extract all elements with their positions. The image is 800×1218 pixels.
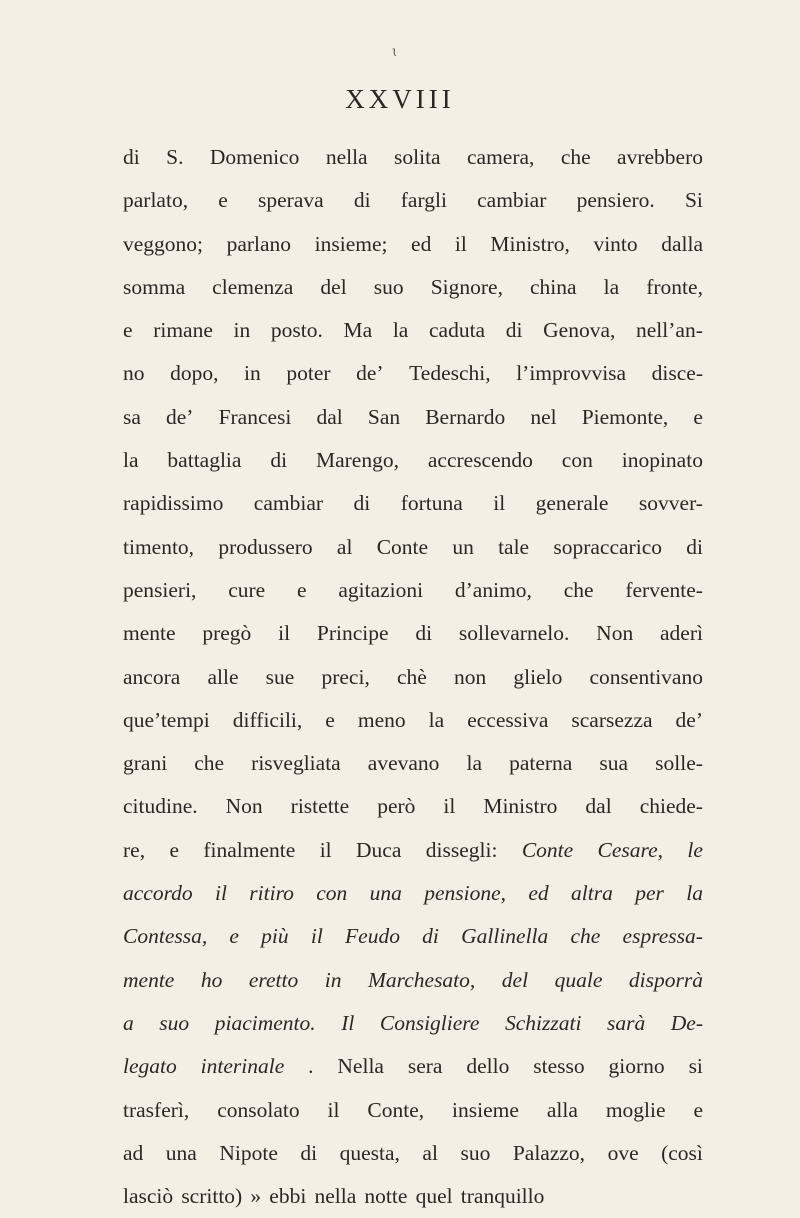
word: disce- [651,361,703,386]
word: cambiar [477,188,547,213]
word: nel [530,404,557,429]
word: di [422,924,439,949]
word: » [250,1184,262,1209]
word: sa [123,404,141,429]
word: suo [159,1010,190,1035]
word: poter [286,361,331,386]
word: fronte, [646,274,703,299]
word: piacimento. [214,1010,316,1035]
word: espressa- [622,924,703,949]
word: difficili, [232,707,303,732]
word: risvegliata [251,751,341,776]
word: disporrà [628,967,703,992]
word: accrescendo [427,448,533,473]
word: il [319,837,332,862]
word: ove [607,1140,639,1165]
word: de’ [166,404,194,429]
word: ho [200,967,223,992]
word: Principe [316,621,389,646]
word: chiede- [639,794,703,819]
word: preci, [321,664,370,689]
word: . [308,1054,314,1079]
word: Duca [356,837,402,862]
word: china [530,274,577,299]
word: re, [123,837,146,862]
word: una [165,1140,197,1165]
word: rimane [153,318,213,343]
word: avevano [367,751,440,776]
word: d’animo, [454,577,532,602]
word: dalla [661,231,703,256]
word: che [194,751,225,776]
word: sera [407,1054,443,1079]
word: ed [411,231,432,256]
word: dal [316,404,343,429]
word: stesso [533,1054,585,1079]
word: pensione, [424,881,507,906]
body-text [123,136,703,1218]
text-line [123,1002,703,1045]
word: di [270,448,288,473]
word: finalmente [203,837,296,862]
word: cure [228,577,266,602]
word: dello [466,1054,510,1079]
text-line [123,1175,703,1218]
word: De- [670,1010,703,1035]
word: questa, [339,1140,400,1165]
word: pensiero. [576,188,655,213]
word: nella [325,145,368,169]
word: eccessiva [467,707,549,732]
word: produssero [218,534,313,559]
word: mente [123,967,175,992]
text-line [123,699,703,742]
text-line [123,872,703,915]
word: e [325,707,335,732]
word: sopraccarico [553,534,662,559]
text-line [123,266,703,309]
word: ed [528,881,549,906]
word: Francesi [218,404,292,429]
word: Conte [376,534,429,559]
word: Si [684,188,703,213]
text-line [123,396,703,439]
word: però [377,794,416,819]
page-mark: ɩ [392,44,398,60]
word: sollevarnelo. [458,621,570,646]
page-number: XXVIII [345,84,455,114]
word: l’improvvisa [516,361,627,386]
word: e [218,188,228,213]
word: con [561,448,593,473]
word: chè [396,664,427,689]
word: Tedeschi, [409,361,491,386]
word: che [563,577,594,602]
text-line [123,656,703,699]
word: meno [357,707,406,732]
word: parlato, [123,188,189,213]
word: paterna [509,751,573,776]
word: quale [554,967,603,992]
word: quel [415,1184,453,1209]
text-line [123,1045,703,1088]
word: e [297,577,307,602]
word: Contessa, [123,924,208,949]
word: interinale [200,1054,285,1079]
word: il [443,794,456,819]
word: cambiar [253,491,324,516]
text-line [123,482,703,525]
word: Gallinella [461,924,549,949]
word: sue [265,664,295,689]
word: la [123,448,139,473]
word: solle- [655,751,703,776]
word: nella [314,1184,357,1209]
word: Ma [343,318,373,343]
text-line [123,785,703,828]
word: Conte, [367,1097,425,1122]
word: Ministro, [490,231,570,256]
word: alla [546,1097,578,1122]
word: una [369,881,402,906]
word: altra [571,881,613,906]
word: inopinato [621,448,703,473]
word: il [493,491,506,516]
word: battaglia [167,448,242,473]
word: la [428,707,445,732]
word: alle [207,664,239,689]
word: sperava [258,188,324,213]
word: lasciò [123,1184,174,1209]
word: ancora [123,664,181,689]
word: di [353,491,371,516]
word: di [686,534,703,559]
word: generale [535,491,609,516]
word: di [123,145,140,169]
word: solita [394,145,441,169]
word: il [215,881,227,906]
word: dal [585,794,612,819]
word: pregò [202,621,252,646]
word: fervente- [625,577,703,602]
word: vinto [593,231,638,256]
word: fortuna [400,491,463,516]
word: le [687,837,703,862]
word: Non [596,621,634,646]
word: tranquillo [460,1184,545,1209]
word: insieme [452,1097,519,1122]
word: la [603,274,620,299]
word: di [300,1140,318,1165]
word: timento, [123,534,195,559]
word: e [693,1097,703,1122]
word: suo [373,274,404,299]
word: un [452,534,474,559]
text-line [123,829,703,872]
text-line [123,569,703,612]
word: de’ [675,707,703,732]
word: moglie [605,1097,666,1122]
word: camera, [466,145,535,169]
word: Genova, [543,318,616,343]
text-line [123,352,703,395]
word: grani [123,751,168,776]
word: non [453,664,487,689]
word: suo [460,1140,491,1165]
word: agitazioni [338,577,424,602]
word: citudine. [123,794,198,819]
word: più [261,924,289,949]
word: Signore, [430,274,503,299]
word: fargli [400,188,447,213]
word: Cesare, [597,837,664,862]
word: veggono; [123,231,204,256]
word: in [324,967,342,992]
word: a [123,1010,134,1035]
word: pensieri, [123,577,197,602]
word: consolato [217,1097,300,1122]
word: trasferì, [123,1097,190,1122]
word: del [320,274,347,299]
word: Nipote [219,1140,278,1165]
word: aderì [660,621,703,646]
word: la [466,751,483,776]
word: dissegli: [425,837,498,862]
word: Feudo [345,924,400,949]
word: parlano [226,231,292,256]
word: consentivano [589,664,703,689]
word: dopo, [170,361,219,386]
text-line [123,1132,703,1175]
word: ritiro [249,881,294,906]
word: e [229,924,239,949]
word: Schizzati [504,1010,582,1035]
word: e [693,404,703,429]
word: Non [225,794,263,819]
word: mente [123,621,176,646]
word: il [327,1097,340,1122]
text-line [123,439,703,482]
word: del [501,967,529,992]
word: accordo [123,881,193,906]
word: Consigliere [379,1010,480,1035]
word: clemenza [212,274,294,299]
text-line [123,915,703,958]
word: no [123,361,145,386]
word: avrebbero [617,145,703,169]
text-line [123,179,703,222]
word: nell’an- [636,318,703,343]
word: di [353,188,371,213]
word: sovver- [638,491,703,516]
word: ebbi [269,1184,307,1209]
word: Conte [521,837,574,862]
word: glielo [513,664,563,689]
word: il [310,924,323,949]
word: giorno [608,1054,665,1079]
word: Bernardo [425,404,506,429]
text-line [123,136,703,179]
word: caduta [429,318,486,343]
word: Nella [337,1054,384,1079]
text-line [123,742,703,785]
word: in [244,361,261,386]
word: si [688,1054,703,1079]
word: Palazzo, [512,1140,586,1165]
word: San [367,404,401,429]
word: tale [498,534,530,559]
word: Marchesato, [368,967,476,992]
word: di [415,621,433,646]
word: al [422,1140,438,1165]
word: il [278,621,291,646]
word: sua [599,751,629,776]
word: la [392,318,409,343]
word: scritto) [181,1184,243,1209]
word: posto. [270,318,323,343]
word: Il [341,1010,355,1035]
word: de’ [356,361,384,386]
text-line [123,526,703,569]
word: Ministro [483,794,558,819]
word: e [169,837,179,862]
word: scarsezza [571,707,653,732]
word: ristette [290,794,350,819]
word: rapidissimo [123,491,224,516]
word: che [570,924,601,949]
word: que’tempi [123,707,210,732]
word: somma [123,274,186,299]
word: (così [661,1140,703,1165]
word: che [560,145,591,169]
text-line [123,1089,703,1132]
word: notte [364,1184,408,1209]
word: Domenico [209,145,300,169]
word: di [505,318,523,343]
word: ad [123,1140,144,1165]
word: con [316,881,348,906]
word: Piemonte, [581,404,669,429]
word: insieme; [314,231,388,256]
word: al [336,534,353,559]
word: legato [123,1054,177,1079]
text-line [123,959,703,1002]
word: in [233,318,251,343]
word: sarà [606,1010,646,1035]
text-line [123,309,703,352]
word: e [123,318,133,343]
text-line [123,223,703,266]
word: la [686,881,703,906]
word: Marengo, [315,448,399,473]
word: il [454,231,467,256]
text-line [123,612,703,655]
word: per [635,881,664,906]
word: eretto [248,967,299,992]
word: S. [166,145,184,169]
